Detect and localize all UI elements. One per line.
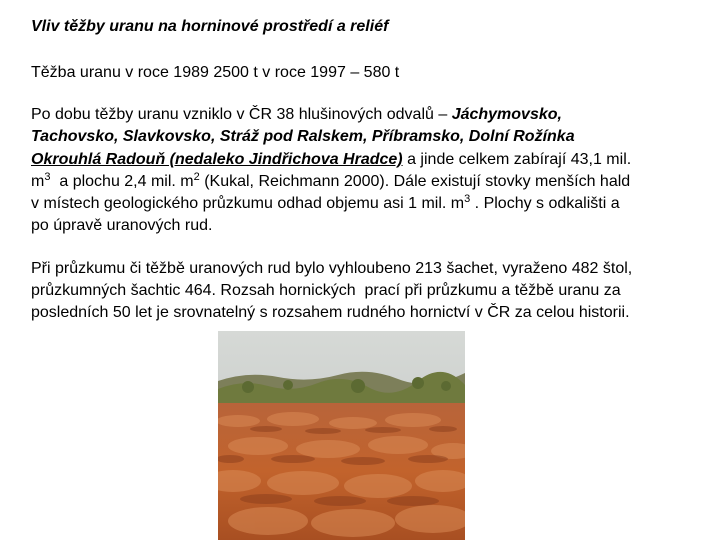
region-list-start: Jáchymovsko, <box>451 106 562 123</box>
superscript: 3 <box>44 171 51 183</box>
para1-text: Po dobu těžby uranu vzniklo v ČR 38 hlušinových odvalů – <box>31 106 452 123</box>
para1-line-5 <box>31 193 620 216</box>
para1-text: a jinde celkem zabírají 43,1 mil. <box>402 151 632 168</box>
slide-title: Vliv těžby uranu na horninové prostředí a reliéf <box>31 18 389 35</box>
spoil-heap-landscape <box>218 331 465 540</box>
superscript: 3 <box>464 193 471 205</box>
stats-line: Těžba uranu v roce 1989 2500 t v roce 1997 – 580 t <box>31 64 400 81</box>
para2-line-2: průzkumných šachtic 464. Rozsah hornických prací při průzkumu a těžbě uranu za <box>31 282 621 299</box>
para2-line-1: Při průzkumu či těžbě uranových rud bylo vyhloubeno 213 šachet, vyraženo 482 štol, <box>31 260 633 277</box>
para1-line-1 <box>31 104 562 126</box>
para1-line-2: Tachovsko, Slavkovsko, Stráž pod Ralskem, Příbramsko, Dolní Rožínka <box>31 128 575 145</box>
para1-line-3 <box>31 149 631 171</box>
superscript: 2 <box>193 171 200 183</box>
para1-text: a plochu 2,4 mil. m <box>50 173 194 190</box>
region-okrouhla-radoun: Okrouhlá Radouň (nedaleko Jindřichova Hradce) <box>31 151 403 168</box>
para2-line-3: posledních 50 let je srovnatelný s rozsahem rudného hornictví v ČR za celou historii. <box>31 304 630 321</box>
para1-line-4 <box>31 171 630 194</box>
para1-text: v místech geologického průzkumu odhad objemu asi 1 mil. m <box>31 195 465 212</box>
para1-text: . Plochy s odkališti a <box>470 195 620 212</box>
para1-line-6: po úpravě uranových rud. <box>31 217 213 234</box>
para1-text: (Kukal, Reichmann 2000). Dále existují stovky menších hald <box>199 173 631 190</box>
para1-text: m <box>31 173 45 190</box>
spoil-heap-photo <box>218 331 465 540</box>
